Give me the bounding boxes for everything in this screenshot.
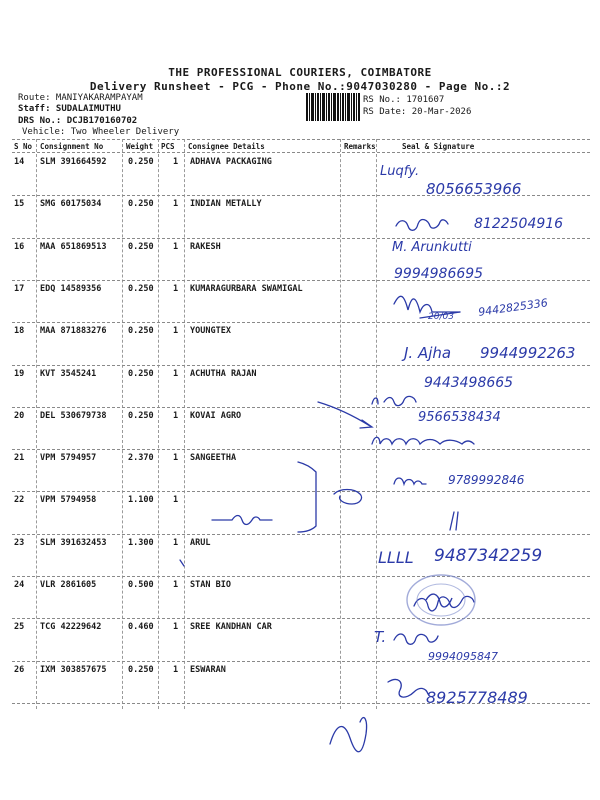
- signature-r17: [394, 296, 460, 312]
- cell-sno: 21: [14, 453, 25, 464]
- cell-weight: 2.370: [128, 453, 154, 464]
- cell-weight: 0.250: [128, 199, 154, 210]
- handwritten-phone: 9789992846: [448, 473, 525, 487]
- col-pcs: PCS: [161, 142, 175, 151]
- cell-sno: 18: [14, 326, 25, 337]
- cell-pcs: 1: [173, 283, 179, 294]
- cell-consignee: YOUNGTEX: [190, 326, 231, 337]
- cell-pcs: 1: [173, 580, 179, 590]
- cell-consignment: VPM 5794957: [40, 453, 97, 464]
- handwritten-signature: LLLL: [378, 548, 414, 567]
- cell-weight: 0.250: [128, 410, 154, 421]
- arrow-r20: [318, 402, 370, 426]
- cell-consignee: RAKESH: [190, 241, 221, 252]
- cell-sno: 26: [14, 664, 25, 675]
- handwritten-phone: 8925778489: [426, 688, 528, 707]
- rs-date: RS Date: 20-Mar-2026: [363, 107, 472, 117]
- cell-pcs: 1: [173, 368, 179, 379]
- handwritten-phone: 9566538434: [418, 410, 501, 425]
- handwritten-phone: 9994095847: [428, 650, 498, 663]
- cell-sno: 15: [14, 199, 25, 210]
- col-sno: S No: [14, 142, 33, 151]
- large-signature-bottom: [330, 718, 367, 752]
- cell-pcs: 1: [173, 495, 179, 506]
- cell-weight: 0.250: [128, 368, 154, 379]
- rs-number: RS No.: 1701607: [363, 95, 445, 105]
- cell-sno: 17: [14, 283, 25, 294]
- cell-consignee: SANGEETHA: [190, 453, 237, 464]
- cell-sno: 23: [14, 537, 25, 548]
- handwritten-phone: 9944992263: [480, 344, 576, 362]
- bracket-r21-22: [298, 462, 316, 532]
- cell-pcs: 1: [173, 241, 179, 252]
- handwritten-phone: 8122504916: [474, 216, 564, 232]
- cell-pcs: 1: [173, 453, 179, 464]
- cell-weight: 0.460: [128, 622, 154, 633]
- cell-sno: 20: [14, 410, 25, 421]
- cell-weight: 0.250: [128, 283, 154, 294]
- cell-sno: 22: [14, 495, 25, 506]
- cell-consignment: TCG 42229642: [40, 622, 102, 633]
- cell-sno: 25: [14, 622, 25, 633]
- tick-r23: [180, 560, 184, 566]
- handwritten-signature: Luqfy.: [380, 164, 420, 179]
- cell-weight: 0.500: [128, 580, 154, 590]
- handwritten-phone: 9487342259: [434, 546, 543, 566]
- col-consignment: Consignment No: [40, 142, 104, 151]
- staff-label: Staff: SUDALAIMUTHU: [18, 104, 121, 114]
- cell-sno: 16: [14, 241, 25, 252]
- col-remarks: Remarks: [344, 142, 376, 151]
- cell-consignee: STAN BIO: [190, 580, 231, 590]
- cell-pcs: 1: [173, 622, 179, 633]
- cell-weight: 0.250: [128, 664, 154, 675]
- cell-consignment: MAA 871883276: [40, 326, 107, 337]
- cell-weight: 0.250: [128, 241, 154, 252]
- tamil-sig-r25: [394, 634, 438, 644]
- cell-consignment: DEL 530679738: [40, 410, 107, 421]
- drs-number: DRS No.: DCJB170160702: [18, 116, 138, 126]
- cell-consignment: VPM 5794958: [40, 495, 97, 506]
- vehicle-label: Vehicle: Two Wheeler Delivery: [22, 127, 180, 137]
- cell-pcs: 1: [173, 157, 179, 167]
- runsheet-title: Delivery Runsheet - PCG - Phone No.:9047030280 - Page No.:2: [89, 80, 511, 93]
- cell-consignee: ACHUTHA RAJAN: [190, 368, 257, 379]
- cell-consignee: KUMARAGURBARA SWAMIGAL: [190, 283, 303, 294]
- cell-consignee: ADHAVA PACKAGING: [190, 157, 272, 167]
- tamil-scribble-r21: [394, 478, 426, 484]
- company-seal-stamp: [404, 572, 478, 628]
- col-consignee: Consignee Details: [188, 142, 265, 151]
- cell-pcs: 1: [173, 199, 179, 210]
- handwritten-name: M. Arunkutti: [392, 240, 472, 255]
- handwritten-phone: 9443498665: [424, 375, 514, 391]
- cell-sno: 14: [14, 157, 25, 167]
- loop-r22: [334, 490, 362, 505]
- tamil-scribble-r20b: [372, 437, 474, 444]
- handwritten-phone: 9994986695: [394, 266, 484, 282]
- signature-line-r17: [420, 312, 460, 318]
- cell-consignment: SLM 391664592: [40, 157, 107, 167]
- cell-weight: 0.250: [128, 157, 154, 167]
- cell-consignee: KOVAI AGRO: [190, 410, 242, 421]
- cell-consignee: SREE KANDHAN CAR: [190, 622, 272, 633]
- company-title: THE PROFESSIONAL COURIERS, COIMBATORE: [168, 66, 432, 79]
- handwritten-date: 20/03: [428, 312, 454, 322]
- cell-consignee: ARUL: [190, 537, 211, 548]
- cell-consignee: INDIAN METALLY: [190, 199, 262, 210]
- cell-sno: 24: [14, 580, 25, 590]
- cell-consignment: SLM 391632453: [40, 537, 107, 548]
- handwritten-phone: 8056653966: [426, 180, 522, 198]
- cell-consignment: MAA 651869513: [40, 241, 107, 252]
- cell-consignment: IXM 303857675: [40, 664, 107, 675]
- cell-consignment: SMG 60175034: [40, 199, 102, 210]
- handwritten-signature: T.: [374, 628, 387, 646]
- tick-r22: [450, 512, 458, 530]
- cell-pcs: 1: [173, 664, 179, 675]
- signature-r26: [388, 680, 428, 698]
- cell-pcs: 1: [173, 326, 179, 337]
- handwritten-phone: 9442825336: [477, 296, 549, 319]
- cell-pcs: 1: [173, 410, 179, 421]
- scribble-r22: [212, 516, 272, 525]
- cell-weight: 1.100: [128, 495, 154, 506]
- handwritten-signature: J. Ajha: [404, 344, 452, 362]
- cell-pcs: 1: [173, 537, 179, 548]
- cell-sno: 19: [14, 368, 25, 379]
- col-seal: Seal & Signature: [402, 142, 475, 151]
- tamil-scribble-r20: [372, 396, 416, 405]
- cell-weight: 0.250: [128, 326, 154, 337]
- cell-consignment: EDQ 14589356: [40, 283, 102, 294]
- col-weight: Weight: [126, 142, 154, 151]
- cell-consignment: VLR 2861605: [40, 580, 97, 590]
- cell-consignment: KVT 3545241: [40, 368, 97, 379]
- tamil-scribble-r15: [396, 220, 448, 231]
- route-label: Route: MANIYAKARAMPAYAM: [18, 93, 143, 103]
- cell-consignee: ESWARAN: [190, 664, 226, 675]
- cell-weight: 1.300: [128, 537, 154, 548]
